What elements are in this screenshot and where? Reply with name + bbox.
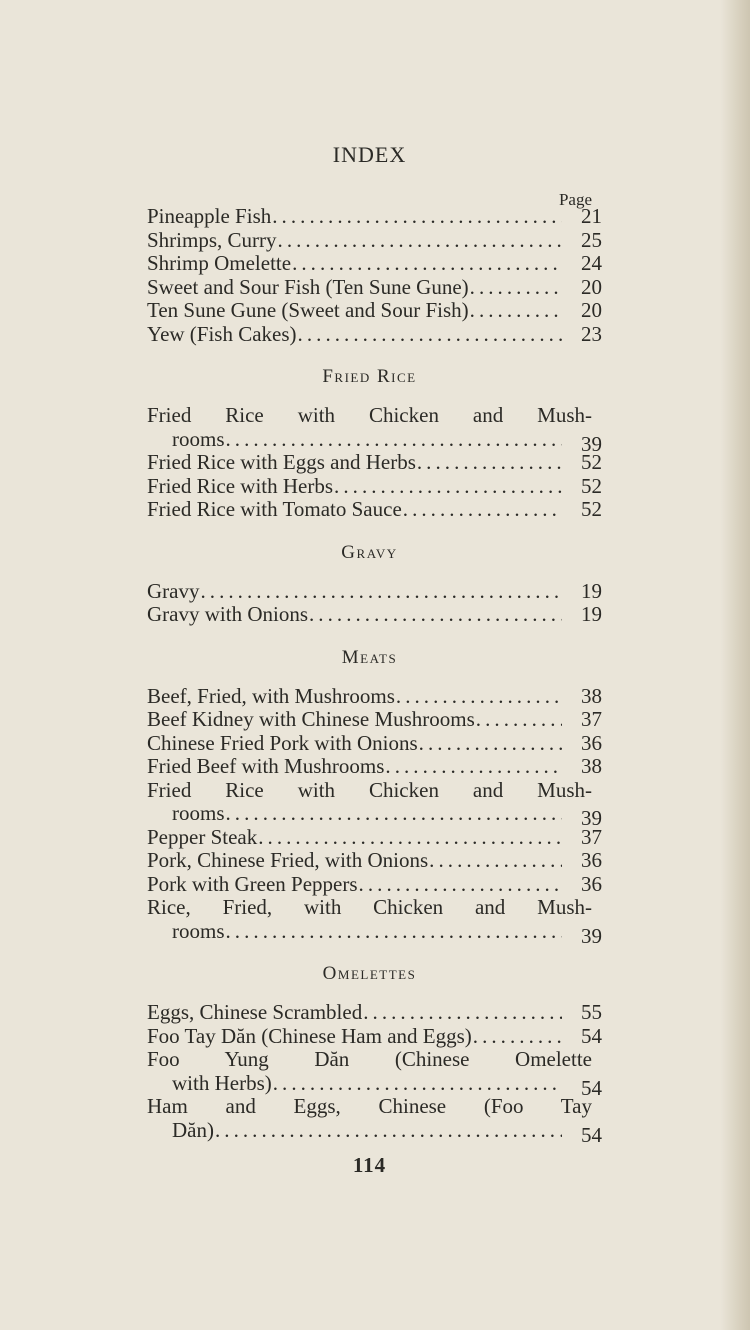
entry-page: 37 [581, 707, 602, 731]
entry-name: Fried Rice with Tomato Sauce [147, 497, 402, 521]
entry-page: 36 [581, 848, 602, 872]
index-entry [147, 1000, 602, 1025]
page-edge-shadow [720, 0, 750, 1330]
dot-leader [419, 732, 562, 756]
entry-page: 36 [581, 871, 602, 896]
dot-leader [309, 603, 562, 627]
entry-name: Fried Rice with Eggs and Herbs [147, 450, 416, 474]
entry-name: Sweet and Sour Fish (Ten Sune Gune) [147, 274, 469, 299]
entry-page: 20 [581, 274, 602, 299]
section-heading-meats: Meats [341, 646, 398, 668]
dot-leader [363, 1001, 562, 1025]
entry-name-line2: Dăn) [172, 1117, 214, 1142]
dot-leader [273, 1072, 562, 1096]
entry-page: 55 [581, 1000, 602, 1024]
entry-page: 24 [581, 251, 602, 275]
entry-name: Eggs, Chinese Scrambled [147, 1000, 363, 1024]
entry-page: 54 [581, 1023, 602, 1048]
index-entry [147, 895, 602, 948]
index-entry [147, 683, 602, 709]
index-entry [147, 497, 602, 522]
index-entry [147, 204, 602, 229]
index-entry [147, 450, 602, 475]
entry-page: 54 [581, 1122, 602, 1147]
entry-page: 21 [581, 204, 602, 228]
dot-leader [298, 323, 562, 347]
index-entry [147, 403, 602, 456]
entry-page: 39 [581, 806, 602, 830]
entry-name: Foo Tay Dăn (Chinese Ham and Eggs) [147, 1023, 472, 1048]
index-entry [147, 321, 602, 347]
page-number: 114 [352, 1153, 387, 1177]
index-entry [147, 848, 602, 873]
entry-name-line2: rooms [172, 801, 225, 825]
entry-name-line1: Ham and Eggs, Chinese (Foo Tay [147, 1094, 592, 1118]
entry-page: 52 [581, 497, 602, 521]
dot-leader [470, 276, 562, 300]
index-entry [147, 473, 602, 499]
index-entry [147, 824, 602, 850]
entry-name: Gravy with Onions [147, 602, 308, 626]
index-entry [147, 1047, 602, 1100]
entry-name: Chinese Fried Pork with Onions [147, 730, 418, 755]
index-entry [147, 1094, 602, 1147]
entry-name: Gravy [147, 578, 200, 603]
entry-name: Shrimps, Curry [147, 227, 277, 252]
entry-name: Pork with Green Peppers [147, 871, 358, 896]
entry-page: 23 [581, 321, 602, 346]
dot-leader [258, 826, 562, 850]
entry-name: Ten Sune Gune (Sweet and Sour Fish) [147, 298, 469, 322]
page-title: INDEX [332, 142, 407, 167]
section-heading-fried-rice: Fried Rice [322, 366, 417, 387]
index-entry [147, 251, 602, 276]
dot-leader [403, 498, 562, 522]
index-entry [147, 274, 602, 300]
index-entry [147, 871, 602, 897]
index-entry [147, 754, 602, 779]
dot-leader [429, 849, 562, 873]
dot-leader [226, 920, 563, 944]
entry-name: Fried Beef with Mushrooms [147, 754, 385, 778]
entry-name-line2: rooms [172, 918, 225, 943]
entry-page: 19 [581, 602, 602, 626]
dot-leader [200, 580, 562, 604]
entry-page: 19 [581, 578, 602, 603]
dot-leader [396, 685, 562, 709]
dot-leader [334, 475, 562, 499]
section-heading-gravy: Gravy [341, 541, 398, 563]
section-heading-omelettes: Omelettes [322, 963, 417, 984]
entry-name-line2: with Herbs) [172, 1070, 272, 1095]
index-page [147, 0, 602, 1330]
entry-page: 38 [581, 754, 602, 778]
entry-name-line1: Foo Yung Dăn (Chinese Omelette [147, 1047, 592, 1071]
entry-name-line1: Fried Rice with Chicken and Mush- [147, 777, 592, 802]
entry-name-line1: Rice, Fried, with Chicken and Mush- [147, 895, 592, 919]
entry-page: 37 [581, 824, 602, 849]
entry-page: 36 [581, 730, 602, 755]
index-entry [147, 298, 602, 323]
entry-name: Shrimp Omelette [147, 251, 292, 275]
entry-name: Beef Kidney with Chinese Mushrooms [147, 707, 475, 731]
index-entry [147, 227, 602, 253]
index-entry [147, 707, 602, 732]
index-entry [147, 777, 602, 830]
dot-leader [272, 205, 562, 229]
dot-leader [470, 299, 562, 323]
entry-page: 39 [581, 431, 602, 456]
entry-page: 38 [581, 683, 602, 708]
index-entry [147, 1023, 602, 1049]
entry-name: Yew (Fish Cakes) [147, 321, 297, 346]
index-entry [147, 578, 602, 604]
entry-name: Fried Rice with Herbs [147, 473, 334, 498]
entry-name: Pepper Steak [147, 824, 258, 849]
entry-name-line2: rooms [172, 426, 225, 451]
entry-page: 39 [581, 923, 602, 948]
entry-page: 20 [581, 298, 602, 322]
dot-leader [292, 252, 562, 276]
entry-name-line1: Fried Rice with Chicken and Mush- [147, 403, 592, 427]
dot-leader [473, 1025, 562, 1049]
entry-name: Pork, Chinese Fried, with Onions [147, 848, 429, 872]
index-entry [147, 730, 602, 756]
entry-page: 54 [581, 1075, 602, 1100]
entry-page: 25 [581, 227, 602, 252]
index-entry [147, 602, 602, 627]
dot-leader [385, 755, 562, 779]
page-column-label: Page [558, 190, 592, 209]
entry-page: 52 [581, 450, 602, 474]
entry-page: 52 [581, 473, 602, 498]
dot-leader [226, 802, 563, 826]
index-entries [147, 204, 602, 1147]
dot-leader [359, 873, 562, 897]
dot-leader [417, 451, 562, 475]
entry-name: Beef, Fried, with Mushrooms [147, 683, 395, 708]
dot-leader [226, 428, 563, 452]
dot-leader [476, 708, 562, 732]
dot-leader [278, 229, 562, 253]
dot-leader [215, 1119, 562, 1143]
entry-name: Pineapple Fish [147, 204, 272, 228]
